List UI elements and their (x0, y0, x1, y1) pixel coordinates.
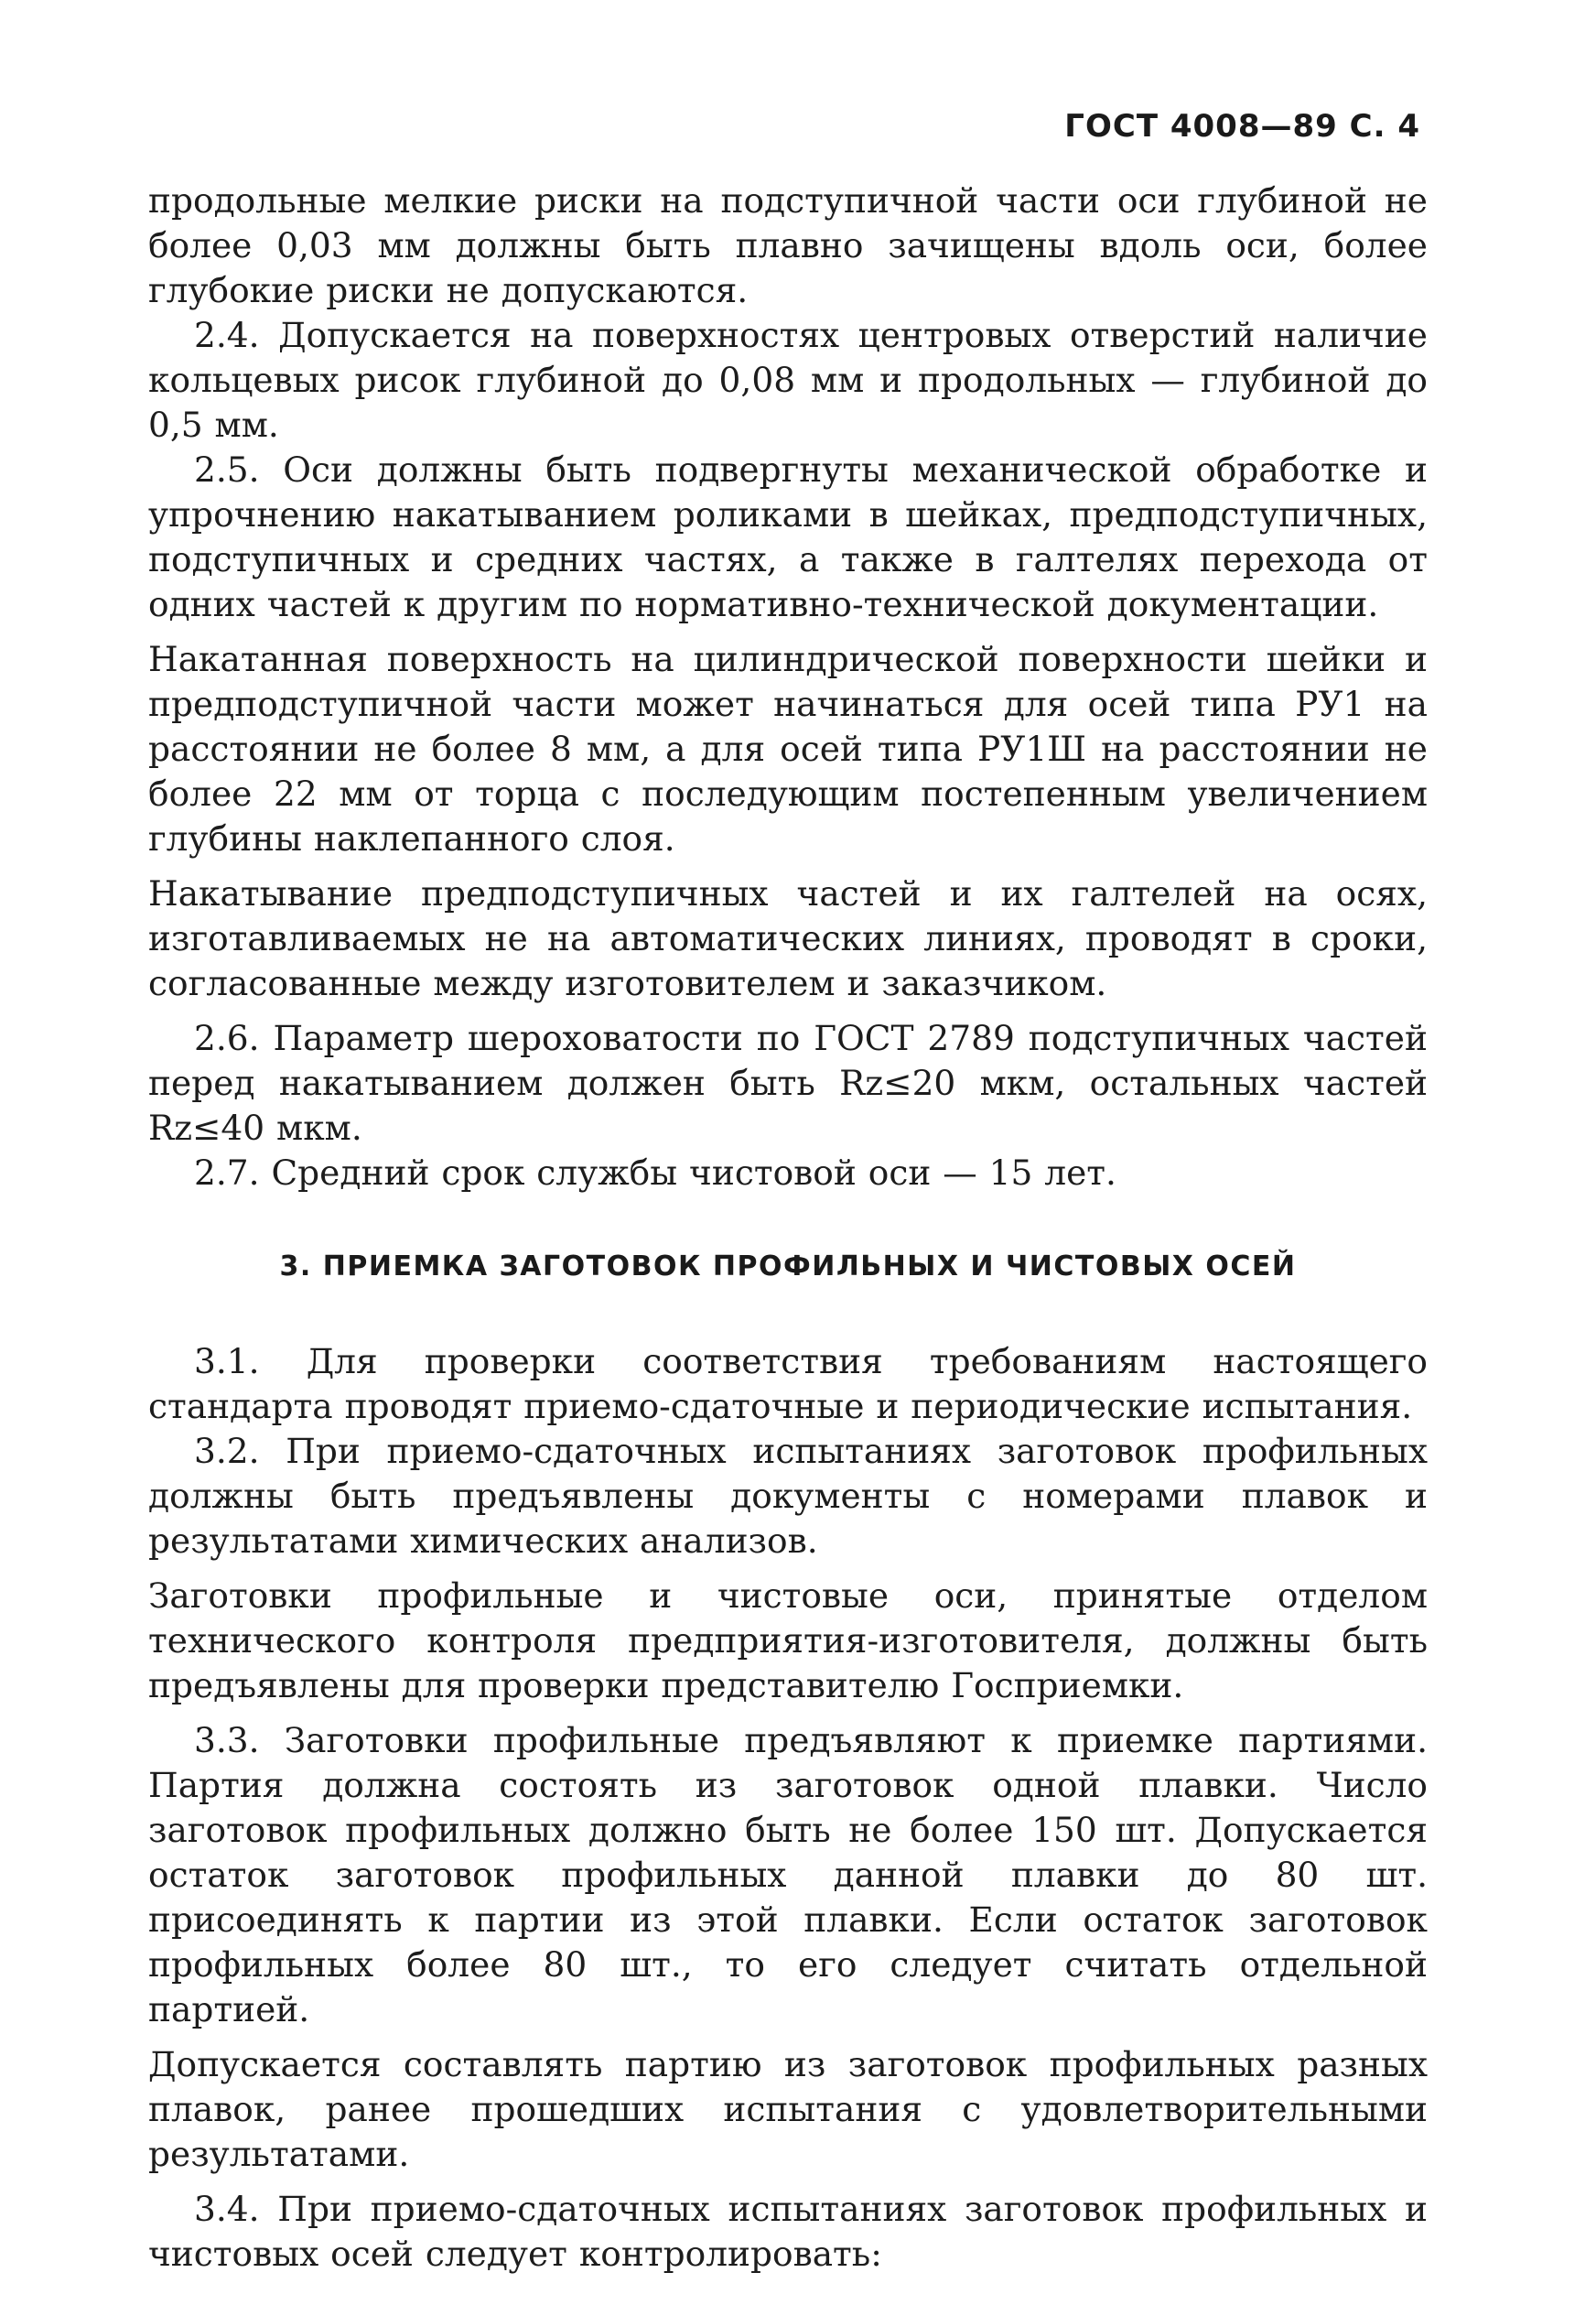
paragraph-3-3: 3.3. Заготовки профильные предъявляют к приемке партиями. Партия должна состоять из заготовок одной плавки. Число заготовок профильных должно быть не более 150 шт. Допускается остаток заготовок профильных данной плавки до 80 шт. присоединять к партии из этой плавки. Если остаток заготовок профильных более 80 шт., то его следует считать отдельной партией. (148, 1720, 1428, 2029)
paragraph-3-3-mixed-batch: Допускается составлять партию из заготовок профильных разных плавок, ранее прошедших испытания с удовлетворительными результатами. (148, 2044, 1428, 2174)
paragraph-2-7: 2.7. Средний срок службы чистовой оси — 15 лет. (194, 1152, 1116, 1193)
paragraph-3-2-gospriemka: Заготовки профильные и чистовые оси, принятые отделом технического контроля предприятия-изготовителя, должны быть предъявлены для проверки представителю Госприемки. (148, 1575, 1428, 1705)
paragraph-3-1: 3.1. Для проверки соответствия требованиям настоящего стандарта проводят приемо-сдаточные и периодические испытания. (148, 1341, 1428, 1426)
body-text (148, 179, 1428, 2287)
section-heading: 3. ПРИЕМКА ЗАГОТОВОК ПРОФИЛЬНЫХ И ЧИСТОВЫХ ОСЕЙ (279, 1250, 1297, 1282)
paragraph-3-4: 3.4. При приемо-сдаточных испытаниях заготовок профильных и чистовых осей следует контролировать: (148, 2189, 1428, 2274)
paragraph-3-2: 3.2. При приемо-сдаточных испытаниях заготовок профильных должны быть предъявлены документы с номерами плавок и результатами химических анализов. (148, 1431, 1428, 1561)
paragraph-2-5: 2.5. Оси должны быть подвергнуты механической обработке и упрочнению накатыванием роликами в шейках, предподступичных, подступичных и средних частях, а также в галтелях перехода от одних частей к другим по нормативно-технической документации. (148, 449, 1428, 624)
paragraph-2-4: 2.4. Допускается на поверхностях центровых отверстий наличие кольцевых рисок глубиной до 0,08 мм и продольных — глубиной до 0,5 мм. (148, 315, 1428, 445)
paragraph-2-6: 2.6. Параметр шероховатости по ГОСТ 2789 подступичных частей перед накатыванием должен быть Rz≤20 мкм, остальных частей Rz≤40 мкм. (148, 1018, 1428, 1148)
paragraph-2-5-rolled-surface: Накатанная поверхность на цилиндрической поверхности шейки и предподступичной части может начинаться для осей типа РУ1 на расстоянии не более 8 мм, а для осей типа РУ1Ш на расстоянии не более 22 мм от торца с последующим постепенным увеличением глубины наклепанного слоя. (148, 639, 1428, 859)
paragraph-2-5-rolling-terms: Накатывание предподступичных частей и их галтелей на осях, изготавливаемых не на автоматических линиях, проводят в сроки, согласованные между изготовителем и заказчиком. (148, 873, 1428, 1003)
running-header: ГОСТ 4008—89 С. 4 (1064, 108, 1420, 145)
paragraph-continuation: продольные мелкие риски на подступичной части оси глубиной не более 0,03 мм должны быть плавно зачищены вдоль оси, более глубокие риски не допускаются. (148, 180, 1428, 310)
